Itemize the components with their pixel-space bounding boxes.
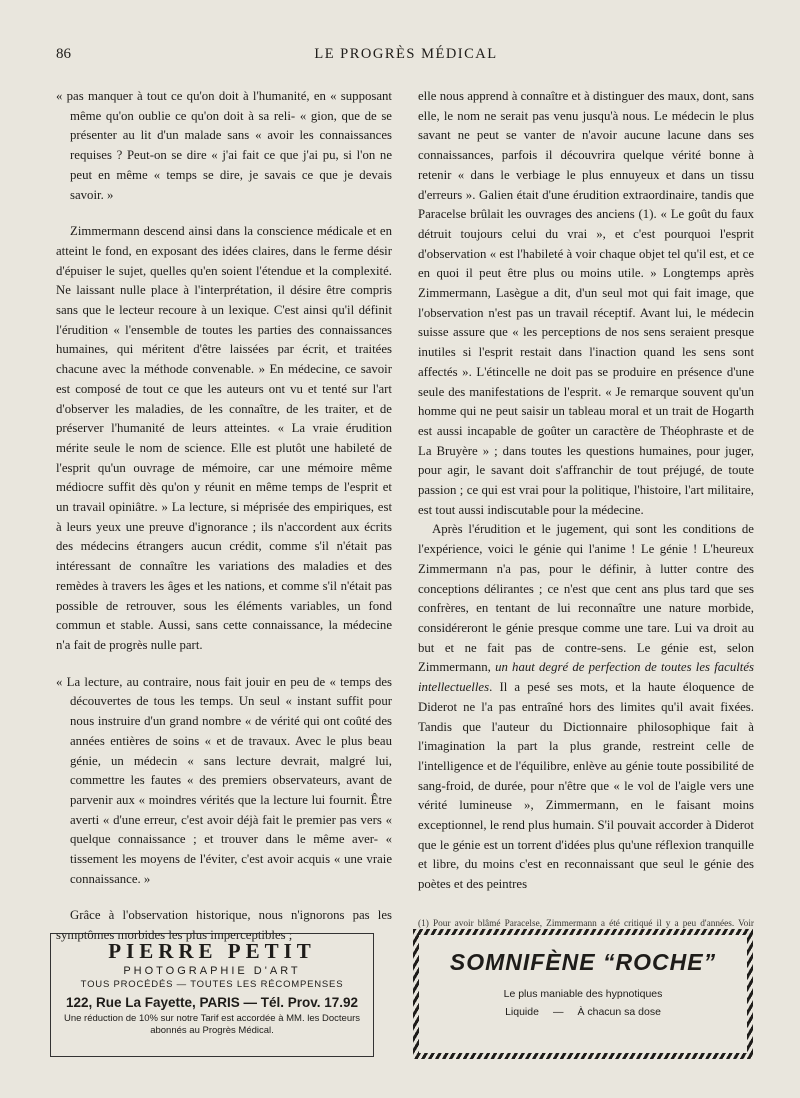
ad-product-form: Liquide bbox=[505, 1006, 539, 1018]
advertisement-pierre-petit bbox=[50, 933, 374, 1057]
paragraph-text: Après l'érudition et le jugement, qui sont les conditions de l'expérience, voici le génie qui l'anime ! Le génie ! L'heureux Zimmermann n'a pas, pour le définir, à lutter contre des conceptions délirantes ; ce n'est que cent ans plus tard que ses confrères, en tentant de lui reconnaître une nature morbide, considéreront le génie presque comme une tare. Lui va droit au but et ne fait pas de contre-sens. Le génie est, selon Zimmermann, bbox=[418, 522, 754, 675]
paragraph-text: elle nous apprend à connaître et à distinguer des maux, dont, sans elle, le nom ne serait pas venu jusqu'à nous. Le médecin le plus savant ne peut se vanter de n'avoir aucune lacune dans ses connaissances, parfois il découvrira quelque vérité bonne à retenir « dans le verbiage le plus ennuyeux et dans un tissu d'erreurs ». Galien était d'une érudition extraordinaire, tandis que Paracelse brûlait les ouvrages des anciens (1). « Le goût du faux détruit toujours celui du vrai », et c'est pourquoi l'esprit d'observation « est l'habileté à voir chaque objet tel qu'il est, et ce en quoi il peut être plus ou moins utile. » Longtemps après Zimmermann, Lasègue a dit, d'un seul mot qui fait image, que l'observation n'est pas un travail réceptif. Avant lui, le médecin suisse assure que « les perceptions de nos sens seraient presque inutiles si l'esprit restait dans l'inaction quand les sens sont affectés ». L'étincelle ne doit pas se produire en présence d'une seule des manifestations de l'esprit. « Je remarque souvent qu'un homme qui ne peut saisir un tableau moral et un trait de Hogarth est aussi incapable de goûter un caractère de Théophraste et de La Bruyère » ; dans toutes les questions humaines, pour juger, pour agir, le savant doit s'affranchir de tout préjugé, de toute passion ; ce qui est vrai pour la politique, l'histoire, l'art militaire, est tout aussi indiscutable pour la médecine. bbox=[418, 89, 754, 517]
ad-product-tagline bbox=[419, 1006, 747, 1018]
page-header bbox=[56, 44, 756, 68]
ad-subtitle: PHOTOGRAPHIE D'ART bbox=[123, 965, 301, 977]
ad-product-dose: À chacun sa dose bbox=[577, 1006, 661, 1018]
ad-product-title: SOMNIFÈNE “ROCHE” bbox=[449, 949, 717, 975]
advertisement-somnifene bbox=[413, 929, 753, 1059]
ad-tagline: TOUS PROCÉDÉS — TOUTES LES RÉCOMPENSES bbox=[80, 979, 344, 990]
paragraph-text: « La lecture, au contraire, nous fait jouir en peu de « temps des découvertes de tous les temps. Un seul « instant suffit pour nous instruire d'un grand nombre « de vérité qui ont coûté des années entières de soins « et de travaux. Avec le plus beau génie, un médecin « sans lecture devrait, malgré lui, commettre les fautes « des premiers observateurs, avant de parvenir aux « moindres vérités que la lecture lui fournit. Être averti « d'une erreur, c'est avoir déjà fait le premier pas vers « quelque connaissance ; et trouver dans le même aver- « tissement les moyens de l'éviter, c'est avoir acquis « une vraie connaissance. » bbox=[56, 674, 392, 886]
journal-title: LE PROGRÈS MÉDICAL bbox=[314, 46, 498, 62]
left-column bbox=[56, 87, 392, 946]
ad-product-claim: Le plus maniable des hypnotiques bbox=[503, 988, 663, 1000]
ad-separator: — bbox=[552, 1006, 564, 1018]
paragraph bbox=[56, 673, 392, 890]
right-column bbox=[418, 87, 754, 895]
paragraph-text: Grâce à l'observation historique, nous n'ignorons pas les symptômes morbides les plus imperceptibles ; bbox=[56, 908, 392, 943]
paragraph-text: Zimmermann descend ainsi dans la conscience médicale et en atteint le fond, en exposant des idées claires, dans le ferme désir d'épuiser le sujet, quelles qu'en soient l'étendue et la complexité. Ne laissant nulle place à l'interprétation, il désire être compris sans que le lecteur recoure à un lexique. C'est ainsi qu'il définit l'érudition « l'ensemble de toutes les parties des connaissances humaines, qui méritent d'être laissées par écrit, et traitées chacune avec la méthode convenable. » En médecine, ce savoir est composé de tout ce que les auteurs ont vu et tenté sur l'art d'observer les maladies, de les connaître, de les traiter, et de préserver l'humanité de leurs atteintes. « La vraie érudition mérite seule le nom de science. Elle est plutôt une habileté de l'esprit qu'un ouvrage de mémoire, car une mémoire même médiocre suffit dès qu'on y réunit en même temps de l'esprit et un travail opiniâtre. » La lecture, si méprisée des empiriques, est à leurs yeux une preuve d'ignorance ; ils n'accordent aux écrits des médecins étrangers aucun crédit, comme s'il n'était pas intéressant de connaître les variations des maladies et des remèdes à travers les âges et les nations, et comme s'il n'était pas possible de retrouver, sous les éléments variables, un fond commun et stable. Aussi, sans cette connaissance, la médecine n'a fait de progrès nulle part. bbox=[56, 224, 392, 652]
page-number: 86 bbox=[56, 46, 71, 62]
ad-somnifene-panel bbox=[419, 935, 747, 1053]
paragraph-text: « pas manquer à tout ce qu'on doit à l'humanité, en « supposant même qu'on oublie ce qu'on doit à sa reli- « gion, que de se présenter au lit d'un malade sans « avoir les connaissances requises ? Peut-on se dire « j'ai fait ce que j'ai pu, si l'on ne peut en même « temps se dire, je savais ce que je devais savoir. » bbox=[56, 89, 392, 202]
paragraph bbox=[56, 87, 392, 205]
emphasis-text: un haut degré de perfection de toutes les facultés intellectuelles bbox=[418, 660, 754, 695]
ad-address: 122, Rue La Fayette, PARIS — Tél. Prov. 17.92 bbox=[65, 995, 359, 1010]
paragraph bbox=[418, 87, 754, 520]
paragraph-text-continued: . Il a pesé ses mots, et la haute éloquence de Diderot ne l'a pas entraîné hors des limites qu'il avait fixées. Tandis que l'auteur du Dictionnaire philosophique fait à l'imagination la part la plus grande, restreint celle de l'intelligence et de l'équilibre, enlève au génie toute possibilité de sang-froid, de durée, pour n'être que « le vol de l'aigle vers une vérité lumineuse », Zimmermann, en le faisant moins exceptionnel, le rend plus humain. S'il pouvait accorder à Diderot que le génie est un torrent d'idées plus qu'une réflexion tranquille et libre, du moins c'est en reconnaissant que seul le génie des poètes et des peintres bbox=[418, 680, 754, 892]
ad-discount-note: Une réduction de 10% sur notre Tarif est accordée à MM. les Docteurs abonnés au Progrès Médical. bbox=[63, 1013, 361, 1036]
ad-brand-name: PIERRE PETIT bbox=[108, 939, 316, 963]
paragraph bbox=[418, 520, 754, 894]
paragraph bbox=[56, 222, 392, 655]
footnote-text: (1) Pour avoir blâmé Paracelse, Zimmermann a été critiqué il y a peu d'années. Voir bbox=[418, 919, 754, 929]
